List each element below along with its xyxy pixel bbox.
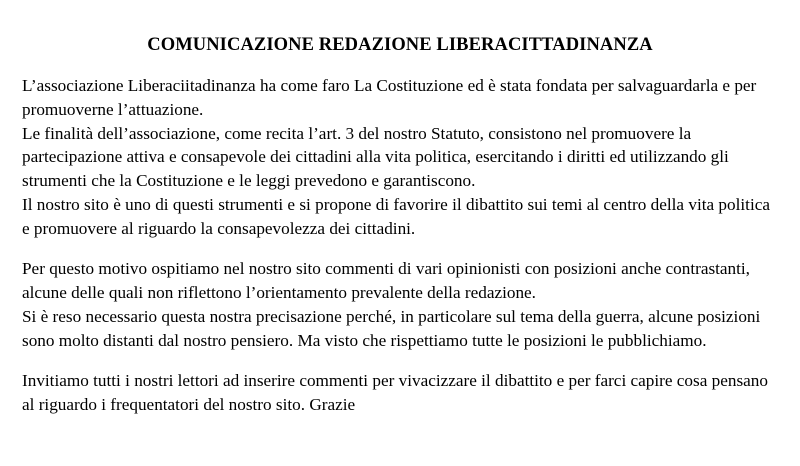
paragraph: Le finalità dell’associazione, come recita l’art. 3 del nostro Statuto, consistono nel promuovere la partecipazione attiva e consapevole dei cittadini alla vita politica, esercitando i diritti ed utilizzando gli strumenti che la Costituzione e le leggi prevedono e garantiscono. xyxy=(22,123,729,191)
paragraph-block-3 xyxy=(22,369,778,416)
page-title: COMUNICAZIONE REDAZIONE LIBERACITTADINANZA xyxy=(147,35,653,55)
paragraph: L’associazione Liberaciitadinanza ha come faro La Costituzione ed è stata fondata per salvaguardarla e per promuoverne l’attuazione. xyxy=(22,76,757,119)
paragraph: Invitiamo tutti i nostri lettori ad inserire commenti per vivacizzare il dibattito e per farci capire cosa pensano al riguardo i frequentatori del nostro sito. Grazie xyxy=(22,371,768,414)
paragraph: Il nostro sito è uno di questi strumenti e si propone di favorire il dibattito sui temi al centro della vita politica e promuovere al riguardo la consapevolezza dei cittadini. xyxy=(22,194,770,238)
paragraph: Per questo motivo ospitiamo nel nostro sito commenti di vari opinionisti con posizioni anche contrastanti, alcune delle quali non riflettono l’orientamento prevalente della redazione. xyxy=(22,259,750,303)
paragraph-spacer xyxy=(22,240,778,257)
paragraph-spacer xyxy=(22,352,778,369)
paragraph-block-2 xyxy=(22,257,778,352)
paragraph: Si è reso necessario questa nostra precisazione perché, in particolare sul tema della guerra, alcune posizioni sono molto distanti dal nostro pensiero. Ma visto che rispettiamo tutte le posizioni le pubblichiamo. xyxy=(22,306,761,350)
paragraph-block-1 xyxy=(22,74,778,240)
